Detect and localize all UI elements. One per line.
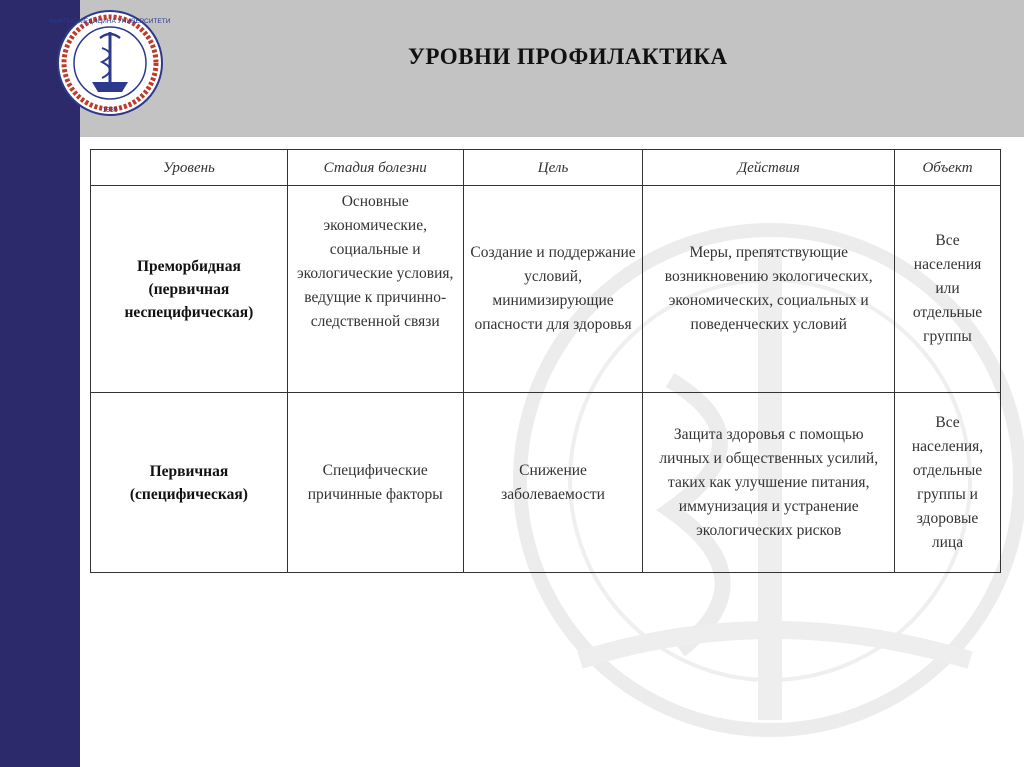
header-stage: Стадия болезни [287, 150, 463, 186]
prevention-table [90, 149, 1001, 564]
row-object-cell: Все населения, отдельные группы и здоровые лица [895, 393, 1001, 573]
row-actions-cell: Защита здоровья с помощью личных и общественных усилий, таких как улучшение питания, иммунизация и устранение экологических рисков [643, 393, 895, 573]
row-goal-cell: Снижение заболеваемости [463, 393, 643, 573]
row-object-cell: Все населения или отдельные группы [895, 186, 1001, 393]
table-row [91, 393, 1001, 573]
header-level: Уровень [91, 150, 288, 186]
row-level-cell: Преморбидная (первичная неспецифическая) [91, 186, 288, 393]
logo-year: 1939 [102, 107, 118, 114]
row-actions-cell: Меры, препятствующие возникновению экологических, экономических, социальных и поведенческих условий [643, 186, 895, 393]
row-stage-cell: Основные экономические, социальные и экологические условия, ведущие к причинно-следственной связи [287, 186, 463, 393]
row-stage-cell: Специфические причинные факторы [287, 393, 463, 573]
header-goal: Цель [463, 150, 643, 186]
logo-seal-icon [58, 11, 162, 115]
header-actions: Действия [643, 150, 895, 186]
row-level-cell: Первичная (специфическая) [91, 393, 288, 573]
table-row [91, 186, 1001, 393]
university-logo [30, 8, 190, 118]
table-header-row [91, 150, 1001, 186]
row-goal-cell: Создание и поддержание условий, минимизирующие опасности для здоровья [463, 186, 643, 393]
page-title: УРОВНИ ПРОФИЛАКТИКА [408, 44, 728, 69]
header-object: Объект [895, 150, 1001, 186]
logo-top-text: КЫРГЫЗ МЕДИЦИНА УНИВЕРСИТЕТИ [49, 18, 171, 25]
